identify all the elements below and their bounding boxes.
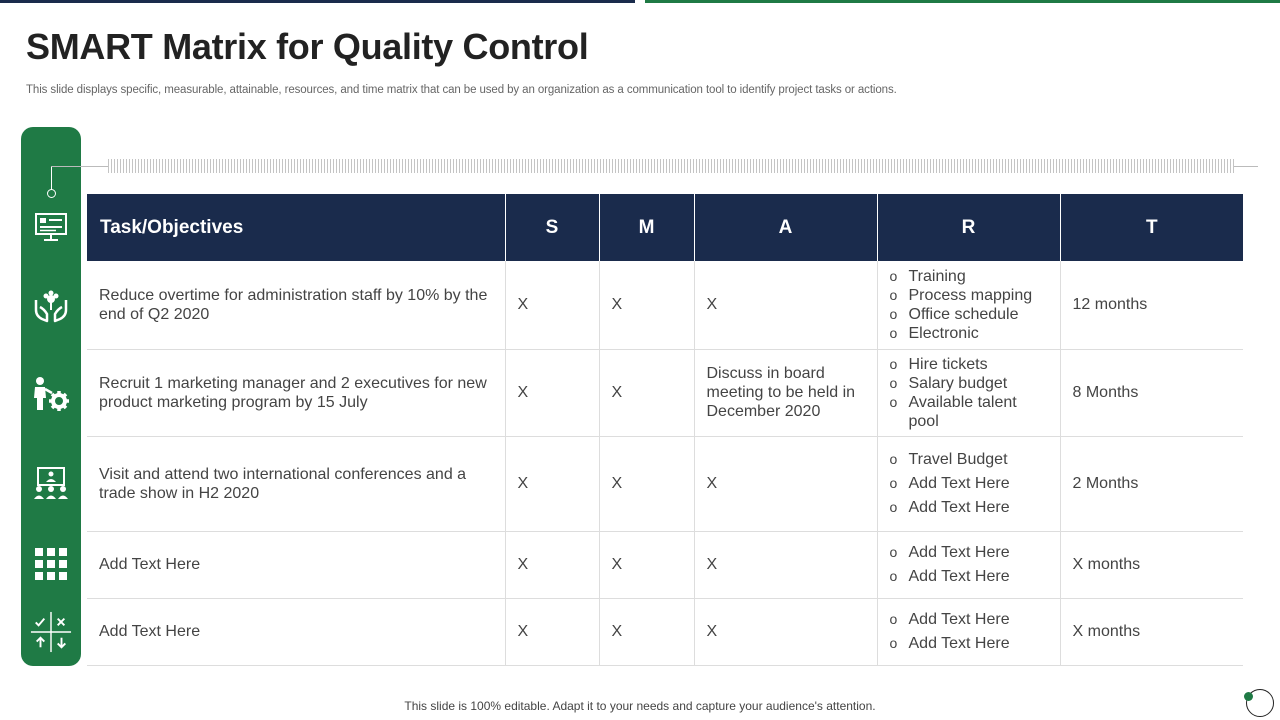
list-item: o Add Text Here <box>890 543 1048 562</box>
r-cell <box>877 349 1060 436</box>
list-item: o Add Text Here <box>890 474 1048 493</box>
a-cell: X <box>694 436 877 531</box>
table-row <box>87 349 1243 436</box>
resource-list <box>890 450 1048 517</box>
m-cell: X <box>599 598 694 665</box>
table-row <box>87 598 1243 665</box>
list-item: o Training <box>890 267 1048 286</box>
a-cell: Discuss in board meeting to be held in December 2020 <box>694 349 877 436</box>
task-cell: Visit and attend two international conferences and a trade show in H2 2020 <box>87 436 505 531</box>
top-accent-bar-navy <box>0 0 635 3</box>
header-task-objectives: Task/Objectives <box>87 194 505 261</box>
list-item: o Add Text Here <box>890 567 1048 586</box>
footer-note: This slide is 100% editable. Adapt it to your needs and capture your audience's attention. <box>404 699 876 713</box>
header-specific: S <box>505 194 599 261</box>
r-cell <box>877 261 1060 349</box>
m-cell: X <box>599 531 694 598</box>
r-cell <box>877 436 1060 531</box>
list-item: o Salary budget <box>890 374 1048 393</box>
a-cell: X <box>694 531 877 598</box>
decorative-ruler <box>108 159 1234 173</box>
table-row <box>87 531 1243 598</box>
header-time: T <box>1060 194 1243 261</box>
resource-list <box>890 543 1048 586</box>
t-cell: 8 Months <box>1060 349 1243 436</box>
team-meeting-icon <box>30 463 72 505</box>
resource-list <box>890 267 1048 343</box>
hands-growth-icon <box>30 286 72 328</box>
s-cell: X <box>505 598 599 665</box>
header-measurable: M <box>599 194 694 261</box>
resource-list <box>890 355 1048 431</box>
t-cell: 2 Months <box>1060 436 1243 531</box>
m-cell: X <box>599 261 694 349</box>
top-accent-bar-green <box>645 0 1280 3</box>
a-cell: X <box>694 598 877 665</box>
s-cell: X <box>505 436 599 531</box>
connector-line <box>51 166 109 167</box>
m-cell: X <box>599 349 694 436</box>
page-subtitle: This slide displays specific, measurable, attainable, resources, and time matrix that can be used by an organization as a communication tool to identify project tasks or actions. <box>26 84 897 96</box>
table-header-row <box>87 194 1243 261</box>
t-cell: X months <box>1060 531 1243 598</box>
list-item: o Add Text Here <box>890 610 1048 629</box>
list-item: o Available talent pool <box>890 393 1048 431</box>
corner-dot-icon <box>1244 692 1253 701</box>
r-cell <box>877 598 1060 665</box>
t-cell: 12 months <box>1060 261 1243 349</box>
ruler-end-line <box>1234 166 1258 167</box>
task-cell: Add Text Here <box>87 598 505 665</box>
list-item: o Add Text Here <box>890 498 1048 517</box>
list-item: o Travel Budget <box>890 450 1048 469</box>
page-title: SMART Matrix for Quality Control <box>26 26 589 67</box>
task-cell: Reduce overtime for administration staff by 10% by the end of Q2 2020 <box>87 261 505 349</box>
table-row <box>87 436 1243 531</box>
s-cell: X <box>505 349 599 436</box>
monitor-presentation-icon <box>30 207 72 249</box>
grid-apps-icon <box>30 543 72 585</box>
resource-list <box>890 610 1048 653</box>
table-row <box>87 261 1243 349</box>
list-item: o Hire tickets <box>890 355 1048 374</box>
m-cell: X <box>599 436 694 531</box>
s-cell: X <box>505 261 599 349</box>
person-gear-icon <box>30 373 72 415</box>
r-cell <box>877 531 1060 598</box>
list-item: o Add Text Here <box>890 634 1048 653</box>
list-item: o Office schedule <box>890 305 1048 324</box>
a-cell: X <box>694 261 877 349</box>
connector-dot <box>47 189 56 198</box>
list-item: o Electronic <box>890 324 1048 343</box>
task-cell: Recruit 1 marketing manager and 2 executives for new product marketing program by 15 July <box>87 349 505 436</box>
t-cell: X months <box>1060 598 1243 665</box>
math-symbols-icon <box>30 611 72 653</box>
header-attainable: A <box>694 194 877 261</box>
task-cell: Add Text Here <box>87 531 505 598</box>
header-resources: R <box>877 194 1060 261</box>
s-cell: X <box>505 531 599 598</box>
list-item: o Process mapping <box>890 286 1048 305</box>
smart-matrix-table <box>87 194 1243 666</box>
